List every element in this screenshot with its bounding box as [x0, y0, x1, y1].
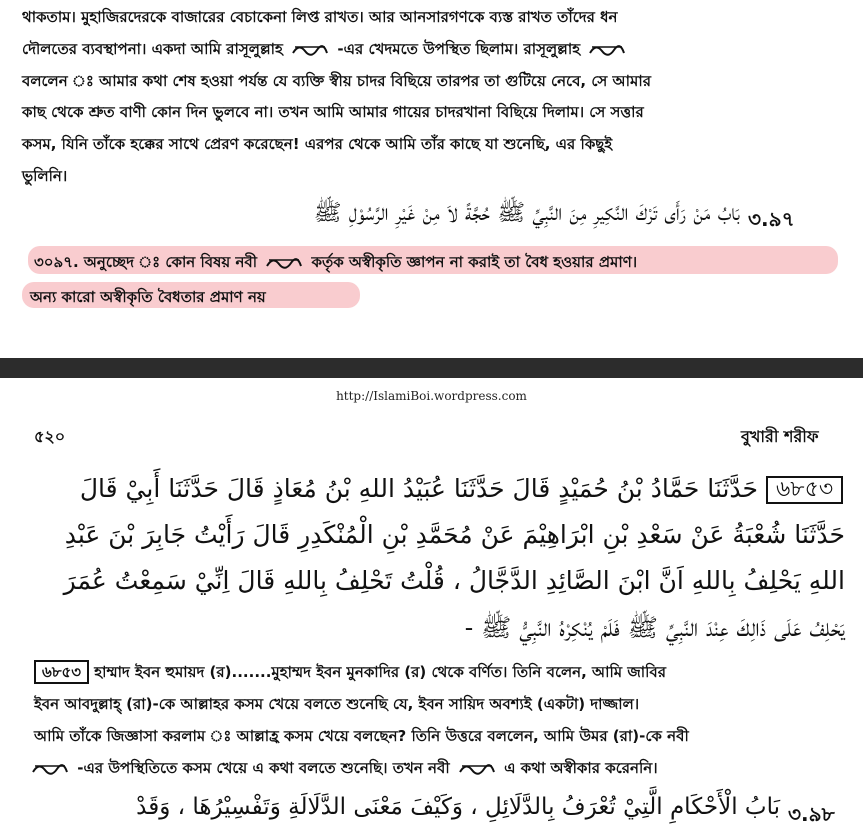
text-line-2-b: -এর খেদমতে উপস্থিত ছিলাম। রাসূলুল্লাহ	[337, 40, 581, 58]
text-line-4: কাছ থেকে শ্রুত বাণী কোন দিন ভুলবে না। তখন আমি আমার গায়ের চাদরখানা বিছিয়ে দিলাম। সে সত্তার	[22, 103, 644, 121]
salawat-icon	[31, 760, 69, 778]
source-url: http://IslamiBoi.wordpress.com	[336, 389, 527, 403]
bn-line-2: ইবন আবদুল্লাহ্ (রা)-কে আল্লাহর কসম খেয়ে বলতে শুনেছি যে, ইবন সায়িদ অবশ্যই (একটা) দাজ্জাল।	[34, 695, 640, 713]
salawat-icon	[458, 760, 496, 778]
text-line-6: ভুলিনি।	[22, 167, 68, 185]
chapter-arabic-bottom: بَابُ الْأَحْكَامِ الَّتِيْ تُعْرَفُ بِالدَّلَائِلِ ، وَكَيْفَ مَعْنَى الدَّلَالَةِ وَتَفْسِيْرُهَا ، وَقَدْ	[136, 794, 780, 820]
anucched-line-2: অন্য কারো অস্বীকৃতি বৈধতার প্রমাণ নয়	[30, 288, 266, 306]
chapter-arabic-top: بَابُ مَنْ رَأَى تَرْكَ النَّكِيرِ مِنَ النَّبِيِّ ﷺ حُجَّةً لاَ مِنْ غَيْرِ الرَّسُوْلِ ﷺ	[313, 200, 740, 226]
chapter-number-top: ৩.৯৭	[748, 207, 795, 231]
salawat-icon	[291, 41, 329, 59]
anucched-part-1: ৩০৯৭. অনুচ্ছেদ ঃ কোন বিষয় নবী	[34, 253, 258, 271]
text-line-5: কসম, যিনি তাঁকে হক্কের সাথে প্রেরণ করেছেন! এরপর থেকে আমি তাঁর কাছে যা শুনেছি, এর কিছুই	[22, 135, 613, 153]
arabic-line-1: حَدَّثَنَا حَمَّادُ بْنُ حُمَيْدٍ قَالَ حَدَّثَنَا عُبَيْدُ اللهِ بْنُ مُعَاذٍ قَالَ حَدَّثَنَا أَبِيْ قَالَ	[79, 474, 758, 503]
arabic-line-4: يَحْلِفُ عَلَى ذَالِكَ عِنْدَ النَّبِيِّ ﷺ فَلَمْ يُنْكِرْهُ النَّبِيُّ ﷺ -	[464, 613, 845, 642]
arabic-line-2: حَدَّثَنَا شُعْبَةُ عَنْ سَعْدِ بْنِ ابْرَاهِيْمَ عَنْ مُحَمَّدِ بْنِ الْمُنْكَدِرِ قَالَ رَأَيْتُ جَابِرَ بْنَ عَبْدِ	[64, 520, 845, 549]
text-line-3: বললেন ঃ আমার কথা শেষ হওয়া পর্যন্ত যে ব্যক্তি স্বীয় চাদর বিছিয়ে তারপর তা গুটিয়ে নেবে, সে আমার	[22, 72, 651, 90]
text-line-1: থাকতাম। মুহাজিরদেরকে বাজারের বেচাকেনা লিপ্ত রাখত। আর আনসারগণকে ব্যস্ত রাখত তাঁদের ধন	[22, 8, 618, 26]
bn-line-4-a: -এর উপস্থিতিতে কসম খেয়ে এ কথা বলতে শুনেছি। তখন নবী	[77, 759, 450, 777]
bn-line-1-text: হাম্মাদ ইবন হুমায়দ (র).......মুহাম্মদ ইবন মুনকাদির (র) থেকে বর্ণিত। তিনি বলেন, আমি জাবির	[94, 663, 667, 681]
hadith-number-ar: ৬৮৫৩	[766, 476, 843, 504]
bn-line-1	[34, 660, 666, 686]
text-line-2-a: দৌলতের ব্যবস্থাপনা। একদা আমি রাসূলুল্লাহ	[22, 40, 283, 58]
page-number: ৫২০	[34, 427, 66, 446]
chapter-number-bottom: ৩.৯৮	[788, 802, 835, 826]
page-divider	[0, 358, 863, 378]
anucched-part-2: কর্তৃক অস্বীকৃতি জ্ঞাপন না করাই তা বৈধ হওয়ার প্রমাণ।	[311, 253, 638, 271]
arabic-line-3: اللهِ يَحْلِفُ بِاللهِ اَنَّ ابْنَ الصَّائِدِ الدَّجَّالُ ، قُلْتُ تَحْلِفُ بِاللهِ قَالَ اِنِّيْ سَمِعْتُ عُمَرَ	[63, 566, 845, 595]
book-title: বুখারী শরীফ	[741, 427, 819, 446]
bn-line-3: আমি তাঁকে জিজ্ঞাসা করলাম ঃ আল্লাহ্র কসম খেয়ে বলছেন? তিনি উত্তরে বললেন, আমি উমর (রা)-কে নবী	[34, 727, 689, 745]
hadith-number-bn: ৬৮৫৩	[34, 660, 89, 684]
anucched-line-1	[34, 251, 637, 276]
bn-line-4-b: এ কথা অস্বীকার করেননি।	[504, 759, 658, 777]
bn-line-4	[28, 757, 658, 782]
text-line-2	[22, 38, 629, 63]
salawat-icon	[588, 41, 626, 59]
salawat-icon	[265, 254, 303, 272]
hadith-number-box-arabic	[766, 476, 843, 504]
